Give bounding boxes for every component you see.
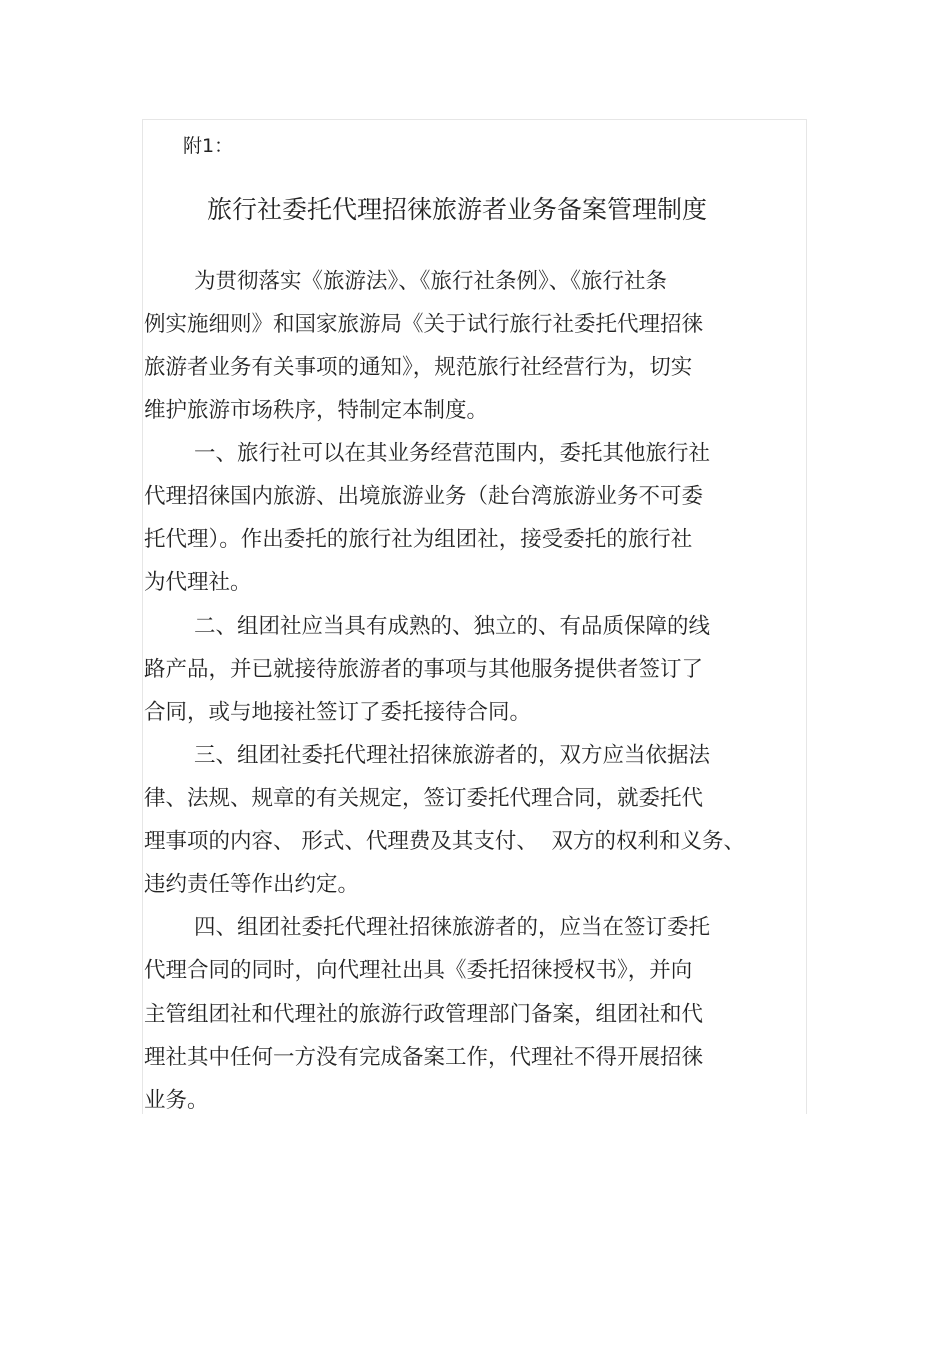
paragraph-line: 一、旅行社可以在其业务经营范围内，委托其他旅行社 bbox=[194, 441, 711, 466]
paragraph-line: 理事项的内容、 形式、代理费及其支付、 双方的权利和义务、 bbox=[144, 829, 746, 854]
paragraph-line: 理社其中任何一方没有完成备案工作，代理社不得开展招徕 bbox=[144, 1045, 704, 1070]
paragraph-line: 二、组团社应当具有成熟的、独立的、有品质保障的线 bbox=[194, 614, 711, 639]
paragraph-line: 为贯彻落实《旅游法》、《旅行社条例》、《旅行社条 bbox=[194, 269, 668, 294]
paragraph-line: 代理招徕国内旅游、出境旅游业务（赴台湾旅游业务不可委 bbox=[144, 484, 704, 509]
paragraph-line: 路产品，并已就接待旅游者的事项与其他服务提供者签订了 bbox=[144, 657, 704, 682]
paragraph-line: 律、法规、规章的有关规定，签订委托代理合同，就委托代 bbox=[144, 786, 704, 811]
paragraph-line: 托代理）。作出委托的旅行社为组团社，接受委托的旅行社 bbox=[144, 527, 693, 552]
paragraph-line: 三、组团社委托代理社招徕旅游者的，双方应当依据法 bbox=[194, 743, 711, 768]
page-frame-left-border bbox=[142, 119, 143, 1114]
paragraph-line: 违约责任等作出约定。 bbox=[144, 872, 360, 897]
attachment-label: 附1： bbox=[183, 135, 234, 157]
page-frame-top-border bbox=[142, 119, 807, 120]
paragraph-line: 维护旅游市场秩序，特制定本制度。 bbox=[144, 398, 489, 423]
paragraph-line: 为代理社。 bbox=[144, 570, 252, 595]
paragraph-line: 合同，或与地接社签订了委托接待合同。 bbox=[144, 700, 532, 725]
paragraph-line: 代理合同的同时，向代理社出具《委托招徕授权书》，并向 bbox=[144, 958, 693, 983]
page-frame-right-border bbox=[806, 119, 807, 1114]
paragraph-line: 四、组团社委托代理社招徕旅游者的，应当在签订委托 bbox=[194, 915, 711, 940]
paragraph-line: 旅游者业务有关事项的通知》，规范旅行社经营行为，切实 bbox=[144, 355, 693, 380]
paragraph-line: 例实施细则》和国家旅游局《关于试行旅行社委托代理招徕 bbox=[144, 312, 704, 337]
paragraph-line: 主管组团社和代理社的旅游行政管理部门备案，组团社和代 bbox=[144, 1002, 704, 1027]
document-title: 旅行社委托代理招徕旅游者业务备案管理制度 bbox=[207, 195, 708, 224]
paragraph-line: 业务。 bbox=[144, 1088, 209, 1113]
